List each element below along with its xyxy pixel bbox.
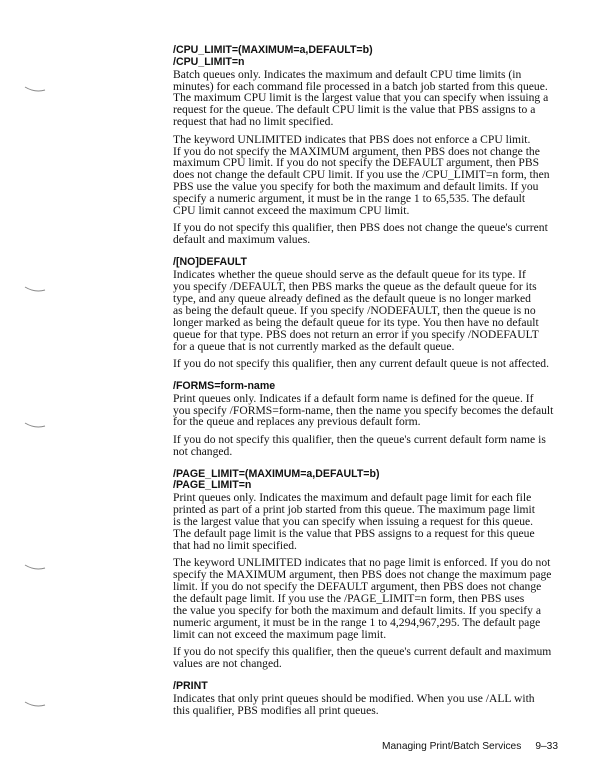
text-line: not changed. xyxy=(173,444,233,458)
qualifier-section xyxy=(173,681,563,717)
text-line: limit. If you do not specify the DEFAULT argument, then PBS does not change xyxy=(173,580,542,594)
text-line: The maximum CPU limit is the largest value that you can specify when issuing a xyxy=(173,91,549,105)
paragraph xyxy=(173,434,563,458)
qualifier-section xyxy=(173,381,563,458)
binder-hole-mark xyxy=(24,563,46,571)
binder-hole-mark xyxy=(24,700,46,708)
text-line: you specify /FORMS=form-name, then the name you specify becomes the default xyxy=(173,403,554,417)
text-line: is the largest value that you can specify when issuing a request for this queue. xyxy=(173,515,534,529)
paragraph xyxy=(173,393,563,429)
qualifier-section xyxy=(173,469,563,670)
text-line: specify the MAXIMUM argument, then PBS does not change the maximum page xyxy=(173,568,552,582)
text-line: The default page limit is the value that PBS assigns to a request for this queue xyxy=(173,526,535,540)
qualifier-section xyxy=(173,45,563,246)
text-line: request for the queue. The default CPU limit is the value that PBS assigns to a xyxy=(173,103,536,117)
text-line: minutes) for each command file processed in a batch job started from this queue. xyxy=(173,79,548,93)
text-line: queue for that type. PBS does not return an error if you specify /NODEFAULT xyxy=(173,327,539,341)
text-line: Print queues only. Indicates the maximum and default page limit for each file xyxy=(173,491,532,505)
page-footer xyxy=(382,741,558,752)
text-line: maximum CPU limit. If you do not specify the DEFAULT argument, then PBS xyxy=(173,156,540,170)
text-line: type, and any queue already defined as the default queue is no longer marked xyxy=(173,291,531,305)
binder-hole-mark xyxy=(24,285,46,293)
qualifier-heading: /FORMS=form-name xyxy=(173,379,276,392)
text-line: Print queues only. Indicates if a default form name is defined for the queue. If xyxy=(173,391,534,405)
text-line: If you do not specify this qualifier, then PBS does not change the queue's current xyxy=(173,221,548,235)
text-line: If you do not specify this qualifier, then the queue's current default form name is xyxy=(173,432,546,446)
text-line: numeric argument, it must be in the range 1 to 4,294,967,295. The default page xyxy=(173,615,541,629)
text-line: longer marked as being the default queue for its type. You then have no default xyxy=(173,315,539,329)
text-line: this qualifier, PBS modifies all print queues. xyxy=(173,703,379,717)
paragraph xyxy=(173,134,563,217)
qualifier-heading: /[NO]DEFAULT xyxy=(173,256,247,269)
text-line: Indicates whether the queue should serve as the default queue for its type. If xyxy=(173,268,526,282)
paragraph xyxy=(173,557,563,640)
text-line: PBS use the value you specify for both the maximum and default limits. If you xyxy=(173,180,539,194)
paragraph xyxy=(173,693,563,717)
qualifier-section xyxy=(173,257,563,370)
text-line: Indicates that only print queues should be modified. When you use /ALL with xyxy=(173,691,535,705)
text-line: for a queue that is not currently marked as the default queue. xyxy=(173,339,455,353)
text-line: that had no limit specified. xyxy=(173,538,297,552)
binder-hole-mark xyxy=(24,85,46,93)
text-line: default and maximum values. xyxy=(173,233,311,247)
text-line: If you do not specify this qualifier, then any current default queue is not affected. xyxy=(173,356,549,370)
text-line: you specify /DEFAULT, then PBS marks the queue as the default queue for its xyxy=(173,279,537,293)
paragraph xyxy=(173,269,563,352)
text-line: If you do not specify the MAXIMUM argument, then PBS does not change the xyxy=(173,144,540,158)
qualifier-heading: /PAGE_LIMIT=(MAXIMUM=a,DEFAULT=b) xyxy=(173,467,380,480)
qualifier-heading: /CPU_LIMIT=(MAXIMUM=a,DEFAULT=b) xyxy=(173,44,373,56)
text-line: request that had no limit specified. xyxy=(173,115,334,129)
text-line: printed as part of a print job started from this queue. The maximum page limit xyxy=(173,503,536,517)
text-line: limit can not exceed the maximum page limit. xyxy=(173,627,387,641)
text-line: does not change the default CPU limit. If you use the /CPU_LIMIT=n form, then xyxy=(173,168,550,182)
text-line: the default page limit. If you use the /PAGE_LIMIT=n form, then PBS uses xyxy=(173,592,525,605)
binder-hole-mark xyxy=(24,421,46,429)
text-line: The keyword UNLIMITED indicates that PBS does not enforce a CPU limit. xyxy=(173,132,531,146)
text-line: the value you specify for both the maximum and default limits. If you specify a xyxy=(173,603,542,617)
footer-section-title: Managing Print/Batch Services xyxy=(382,741,522,752)
qualifier-heading: /PRINT xyxy=(173,679,208,692)
text-line: The keyword UNLIMITED indicates that no page limit is enforced. If you do not xyxy=(173,556,551,570)
text-line: Batch queues only. Indicates the maximum and default CPU time limits (in xyxy=(173,67,522,81)
paragraph xyxy=(173,69,563,129)
qualifier-heading: /PAGE_LIMIT=n xyxy=(173,479,252,492)
paragraph xyxy=(173,358,563,370)
document-body xyxy=(173,45,563,722)
text-line: If you do not specify this qualifier, then the queue's current default and maximum xyxy=(173,645,552,659)
page-number: 9–33 xyxy=(535,741,558,752)
text-line: for the queue and replaces any previous default form. xyxy=(173,415,421,429)
qualifier-heading: /CPU_LIMIT=n xyxy=(173,55,245,68)
text-line: specify a numeric argument, it must be in the range 1 to 65,535. The default xyxy=(173,192,526,206)
paragraph xyxy=(173,646,563,670)
text-line: as being the default queue. If you specify /NODEFAULT, then the queue is no xyxy=(173,303,536,317)
paragraph xyxy=(173,492,563,552)
text-line: CPU limit cannot exceed the maximum CPU limit. xyxy=(173,204,410,218)
text-line: values are not changed. xyxy=(173,657,282,671)
paragraph xyxy=(173,222,563,246)
